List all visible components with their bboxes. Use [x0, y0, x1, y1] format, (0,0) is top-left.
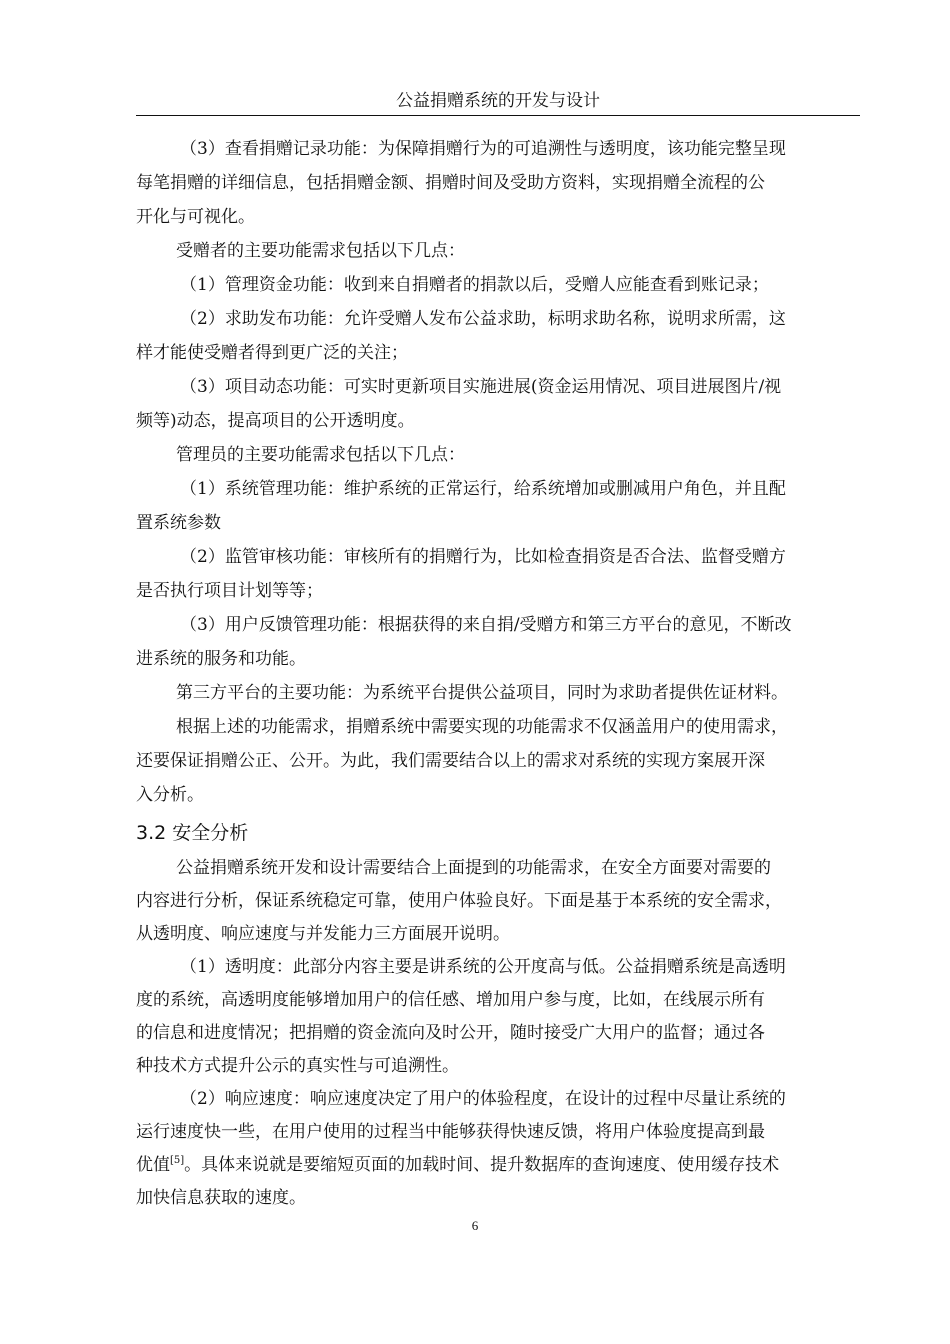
paragraph: （3）用户反馈管理功能：根据获得的来自捐/受赠方和第三方平台的意见，不断改 进系统的服务和功能。 [136, 615, 792, 669]
citation-ref: [5] [170, 1155, 185, 1166]
paragraph [136, 1083, 860, 1215]
paragraph: （1）透明度：此部分内容主要是讲系统的公开度高与低。公益捐赠系统是高透明 度的系统，高透明度能够增加用户的信任感、增加用户参与度，比如，在线展示所有 的信息和进度情况；把捐赠的资金流向及时公开，随时接受广大用户的监督；通过各 种技术方式提升公示的真实性与可追溯性。 [136, 957, 786, 1076]
paragraph-text: 。具体来说就是要缩短页面的加载时间、提升数据库的查询速度、使用缓存技术 加快信息获取的速度。 [136, 1155, 780, 1208]
header-rule [136, 115, 860, 116]
paragraph: （1）管理资金功能：收到来自捐赠者的捐款以后，受赠人应能查看到账记录； [180, 275, 769, 295]
page-number: 6 [471, 1218, 479, 1233]
paragraph: 管理员的主要功能需求包括以下几点： [176, 445, 465, 465]
paragraph: 根据上述的功能需求，捐赠系统中需要实现的功能需求不仅涵盖用户的使用需求， 还要保证捐赠公正、公开。为此，我们需要结合以上的需求对系统的实现方案展开深 入分析。 [136, 717, 788, 805]
paragraph: （1）系统管理功能：维护系统的正常运行，给系统增加或删减用户角色，并且配 置系统参数 [136, 479, 786, 533]
paragraph: （2）监管审核功能：审核所有的捐赠行为，比如检查捐资是否合法、监督受赠方 是否执行项目计划等等； [136, 547, 786, 601]
paragraph-text: （2）响应速度：响应速度决定了用户的体验程度，在设计的过程中尽量让系统的 运行速度快一些，在用户使用的过程当中能够获得快速反馈，将用户体验度提高到最 优值 [136, 1089, 786, 1175]
paragraph: 公益捐赠系统开发和设计需要结合上面提到的功能需求，在安全方面要对需要的 内容进行分析，保证系统稳定可靠，使用户体验良好。下面是基于本系统的安全需求， 从透明度、响应速度与并发能力三方面展开说明。 [136, 858, 782, 944]
paragraph: （2）求助发布功能：允许受赠人发布公益求助，标明求助名称，说明求所需，这 样才能使受赠者得到更广泛的关注； [136, 309, 786, 363]
paragraph: 第三方平台的主要功能：为系统平台提供公益项目，同时为求助者提供佐证材料。 [176, 683, 788, 703]
paragraph: （3）查看捐赠记录功能：为保障捐赠行为的可追溯性与透明度，该功能完整呈现 每笔捐赠的详细信息，包括捐赠金额、捐赠时间及受助方资料，实现捐赠全流程的公 开化与可视化。 [136, 139, 786, 227]
paragraph: 受赠者的主要功能需求包括以下几点： [176, 241, 465, 261]
running-header: 公益捐赠系统的开发与设计 [396, 91, 600, 111]
paragraph: （3）项目动态功能：可实时更新项目实施进展(资金运用情况、项目进展图片/视 频等)动态，提高项目的公开透明度。 [136, 377, 782, 431]
body-text [136, 132, 860, 1215]
section-heading: 3.2 安全分析 [136, 822, 249, 844]
